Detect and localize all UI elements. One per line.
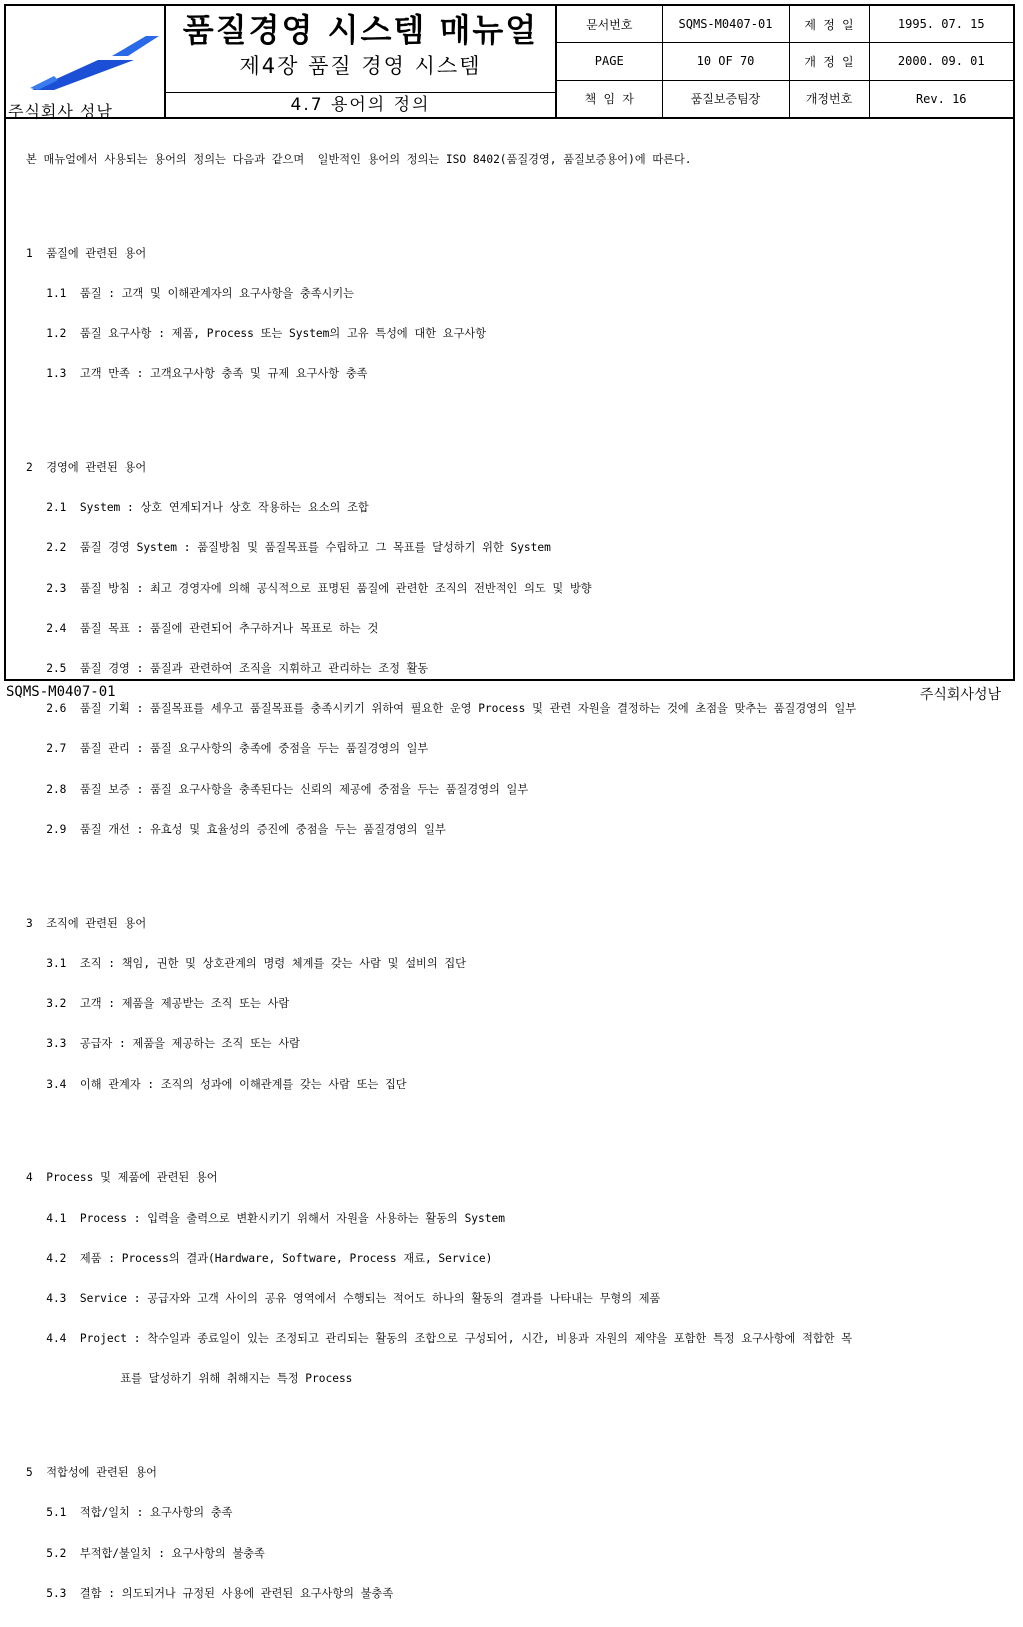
meta-label: 개정번호 bbox=[789, 80, 869, 117]
definitions-body bbox=[26, 126, 1006, 1627]
definition-item: 1.3 고객 만족 : 고객요구사항 충족 및 규제 요구사항 충족 bbox=[26, 367, 368, 381]
definition-item: 5.3 결함 : 의도되거나 규정된 사용에 관련된 요구사항의 불충족 bbox=[26, 1586, 394, 1600]
manual-page bbox=[4, 4, 1015, 1600]
intro-text: 본 매뉴얼에서 사용되는 용어의 정의는 다음과 같으며 일반적인 용어의 정의는 ISO 8402(품질경영, 품질보증용어)에 따른다. bbox=[26, 152, 692, 166]
meta-value: 10 OF 70 bbox=[662, 43, 789, 81]
definition-item: 2.7 품질 관리 : 품질 요구사항의 충족에 중점을 두는 품질경영의 일부 bbox=[26, 742, 429, 756]
definition-item: 3.4 이해 관계자 : 조직의 성과에 이해관계를 갖는 사람 또는 집단 bbox=[26, 1077, 407, 1091]
section-heading: 3 조직에 관련된 용어 bbox=[26, 916, 147, 930]
meta-label: 문서번호 bbox=[557, 6, 662, 43]
section-heading: 1 품질에 관련된 용어 bbox=[26, 246, 147, 260]
footer-company: 주식회사성남 bbox=[919, 687, 1001, 703]
footer-doc-code: SQMS-M0407-01 bbox=[6, 684, 116, 700]
definition-item: 2.8 품질 보증 : 품질 요구사항을 충족된다는 신뢰의 제공에 중점을 두는 품질경영의 일부 bbox=[26, 782, 529, 796]
definition-item: 4.3 Service : 공급자와 고객 사이의 공유 영역에서 수행되는 적어도 하나의 활동의 결과를 나타내는 무형의 제품 bbox=[26, 1291, 661, 1305]
definition-item: 1.1 품질 : 고객 및 이해관계자의 요구사항을 충족시키는 bbox=[26, 286, 354, 300]
definition-item-continued: 표를 달성하기 위해 취해지는 특정 Process bbox=[26, 1372, 353, 1386]
definition-item: 2.3 품질 방침 : 최고 경영자에 의해 공식적으로 표명된 품질에 관련한 조직의 전반적인 의도 및 방향 bbox=[26, 581, 592, 595]
meta-row bbox=[557, 43, 1013, 81]
section-heading: 2 경영에 관련된 용어 bbox=[26, 461, 147, 475]
meta-value: 품질보증팀장 bbox=[662, 80, 789, 117]
meta-label: PAGE bbox=[557, 43, 662, 81]
section-title: 4.7 용어의 정의 bbox=[166, 92, 555, 118]
meta-value: 1995. 07. 15 bbox=[869, 6, 1013, 43]
definition-item: 1.2 품질 요구사항 : 제품, Process 또는 System의 고유 특성에 대한 요구사항 bbox=[26, 327, 487, 341]
document-meta bbox=[557, 6, 1013, 117]
section-heading: 5 적합성에 관련된 용어 bbox=[26, 1466, 157, 1480]
meta-label: 책 임 자 bbox=[557, 80, 662, 117]
meta-row bbox=[557, 80, 1013, 117]
definition-item: 2.4 품질 목표 : 품질에 관련되어 추구하거나 목표로 하는 것 bbox=[26, 621, 379, 635]
logo-cell bbox=[6, 6, 166, 121]
definition-item: 3.2 고객 : 제품을 제공받는 조직 또는 사람 bbox=[26, 997, 290, 1011]
company-name: 주식회사 성남 bbox=[8, 102, 113, 121]
definition-item: 3.3 공급자 : 제품을 제공하는 조직 또는 사람 bbox=[26, 1037, 300, 1051]
definition-item: 2.6 품질 기획 : 품질목표를 세우고 품질목표를 충족시키기 위하여 필요한 운영 Process 및 관련 자원을 결정하는 것에 초점을 맞추는 품질경영의 일부 bbox=[26, 702, 857, 716]
title-cell bbox=[166, 6, 557, 117]
definition-item: 4.1 Process : 입력을 출력으로 변환시키기 위해서 자원을 사용하는 활동의 System bbox=[26, 1211, 505, 1225]
meta-label: 개 정 일 bbox=[789, 43, 869, 81]
meta-value: 2000. 09. 01 bbox=[869, 43, 1013, 81]
definition-item: 2.2 품질 경영 System : 품질방침 및 품질목표를 수립하고 그 목표를 달성하기 위한 System bbox=[26, 541, 551, 555]
section-heading: 4 Process 및 제품에 관련된 용어 bbox=[26, 1171, 218, 1185]
meta-table bbox=[557, 6, 1013, 117]
manual-title: 품질경영 시스템 매뉴얼 bbox=[182, 11, 539, 49]
definition-item: 5.2 부적합/불일치 : 요구사항의 불충족 bbox=[26, 1546, 265, 1560]
definition-item: 2.9 품질 개선 : 유효성 및 효율성의 증진에 중점을 두는 품질경영의 일부 bbox=[26, 822, 446, 836]
meta-value: SQMS-M0407-01 bbox=[662, 6, 789, 43]
document-header bbox=[6, 6, 1013, 119]
definition-item: 2.5 품질 경영 : 품질과 관련하여 조직을 지휘하고 관리하는 조정 활동 bbox=[26, 662, 429, 676]
definition-item: 4.2 제품 : Process의 결과(Hardware, Software, Process 재료, Service) bbox=[26, 1251, 493, 1265]
meta-row bbox=[557, 6, 1013, 43]
meta-value: Rev. 16 bbox=[869, 80, 1013, 117]
chapter-title: 제4장 품질 경영 시스템 bbox=[239, 54, 482, 78]
meta-label: 제 정 일 bbox=[789, 6, 869, 43]
company-logo-icon bbox=[24, 30, 159, 92]
definition-item: 4.4 Project : 착수일과 종료일이 있는 조정되고 관리되는 활동의 조합으로 구성되어, 시간, 비용과 자원의 제약을 포함한 특정 요구사항에 적합한 목 bbox=[26, 1332, 853, 1346]
definition-item: 2.1 System : 상호 연계되거나 상호 작용하는 요소의 조합 bbox=[26, 501, 369, 515]
definition-item: 3.1 조직 : 책임, 권한 및 상호관계의 명령 체계를 갖는 사람 및 설비의 집단 bbox=[26, 956, 466, 970]
definition-item: 5.1 적합/일치 : 요구사항의 충족 bbox=[26, 1506, 233, 1520]
